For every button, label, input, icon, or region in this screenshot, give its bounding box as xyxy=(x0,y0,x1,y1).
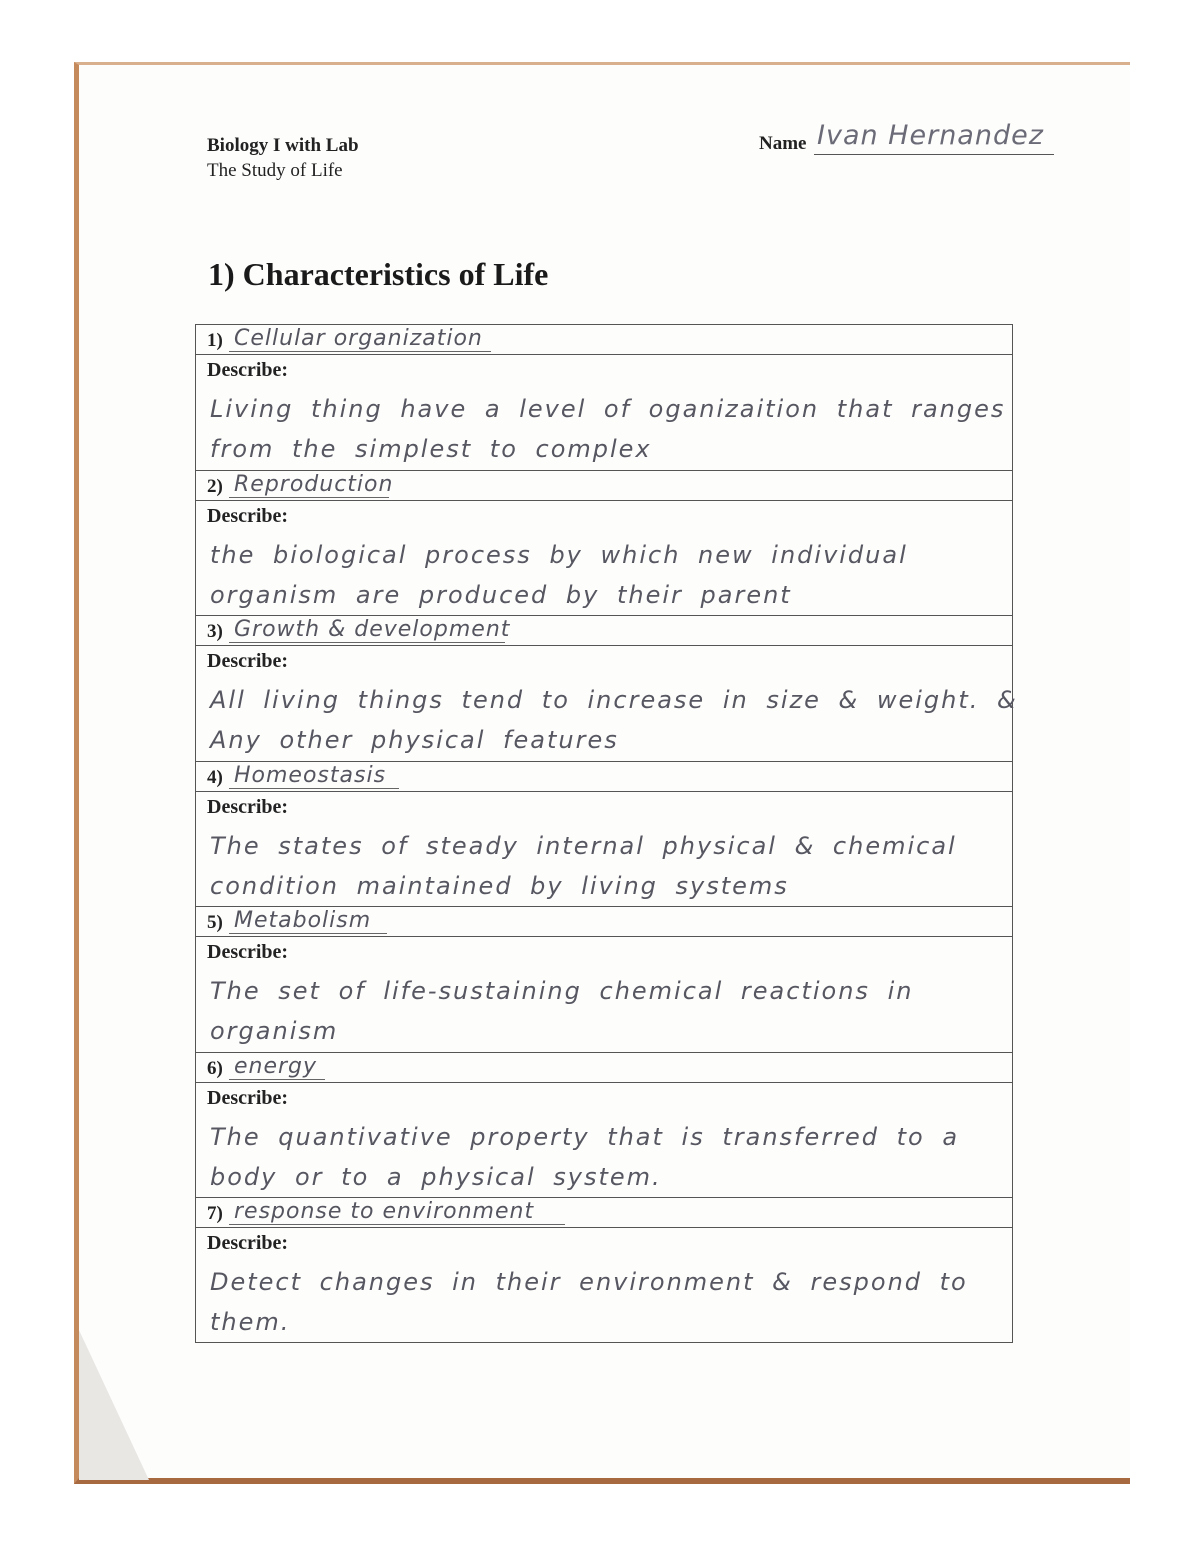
term-handwritten: response to environment xyxy=(234,1199,535,1224)
characteristic-row xyxy=(196,762,1012,908)
course-heading xyxy=(207,133,359,183)
describe-label: Describe: xyxy=(207,359,289,381)
description-handwritten: The quantivative property that is transferred to a body or to a physical system. xyxy=(210,1122,960,1191)
characteristic-row xyxy=(196,1198,1012,1344)
term-cell xyxy=(196,762,1012,792)
term-underline xyxy=(229,351,491,352)
describe-label: Describe: xyxy=(207,650,289,672)
describe-label: Describe: xyxy=(207,1232,289,1254)
description-handwritten: The set of life-sustaining chemical reactions in organism xyxy=(210,977,914,1045)
term-handwritten: Homeostasis xyxy=(234,762,387,788)
description-handwritten: All living things tend to increase in size & weight. & Any other physical features xyxy=(210,686,1018,754)
term-handwritten: Reproduction xyxy=(234,471,394,497)
course-title: Biology I with Lab xyxy=(207,135,359,156)
term-underline xyxy=(229,1079,325,1080)
term-handwritten: Cellular organization xyxy=(234,326,483,351)
term-handwritten: energy xyxy=(234,1053,318,1079)
item-number: 2) xyxy=(207,475,223,497)
item-number: 6) xyxy=(207,1057,223,1079)
item-number: 5) xyxy=(207,912,223,933)
term-handwritten: Growth & development xyxy=(234,617,511,642)
term-cell xyxy=(196,1053,1012,1083)
term-underline xyxy=(229,788,399,789)
describe-label: Describe: xyxy=(207,941,289,963)
description-handwritten: Living thing have a level of oganizaition that ranges from the simplest to complex xyxy=(210,395,1006,463)
term-cell xyxy=(196,616,1012,646)
characteristic-row xyxy=(196,325,1012,471)
name-line xyxy=(814,154,1054,155)
term-handwritten: Metabolism xyxy=(234,908,372,933)
term-underline xyxy=(229,1224,565,1225)
characteristic-row xyxy=(196,471,1012,617)
description-handwritten: The states of steady internal physical & chemical condition maintained by living systems xyxy=(210,831,957,900)
item-number: 7) xyxy=(207,1203,223,1224)
term-underline xyxy=(229,642,505,643)
term-cell xyxy=(196,325,1012,355)
characteristic-row xyxy=(196,616,1018,762)
describe-label: Describe: xyxy=(207,795,289,818)
name-label: Name xyxy=(759,133,807,154)
term-underline xyxy=(229,933,387,934)
characteristic-row xyxy=(196,907,1012,1053)
characteristics-table xyxy=(195,324,1018,1343)
description-handwritten: the biological process by which new individual organism are produced by their parent xyxy=(210,540,908,609)
term-underline xyxy=(229,497,389,498)
term-cell xyxy=(196,907,1012,937)
item-number: 3) xyxy=(207,621,223,642)
item-number: 4) xyxy=(207,766,223,788)
description-handwritten: Detect changes in their environment & respond to them. xyxy=(210,1268,968,1336)
term-cell xyxy=(196,1198,1012,1228)
characteristic-row xyxy=(196,1053,1012,1199)
describe-label: Describe: xyxy=(207,504,289,527)
unit-title: The Study of Life xyxy=(207,160,343,181)
term-cell xyxy=(196,471,1012,501)
describe-label: Describe: xyxy=(207,1086,289,1109)
item-number: 1) xyxy=(207,330,223,351)
section-title: 1) Characteristics of Life xyxy=(208,256,549,292)
name-handwritten: Ivan Hernandez xyxy=(817,120,1044,151)
page-corner-fold xyxy=(79,1330,149,1480)
